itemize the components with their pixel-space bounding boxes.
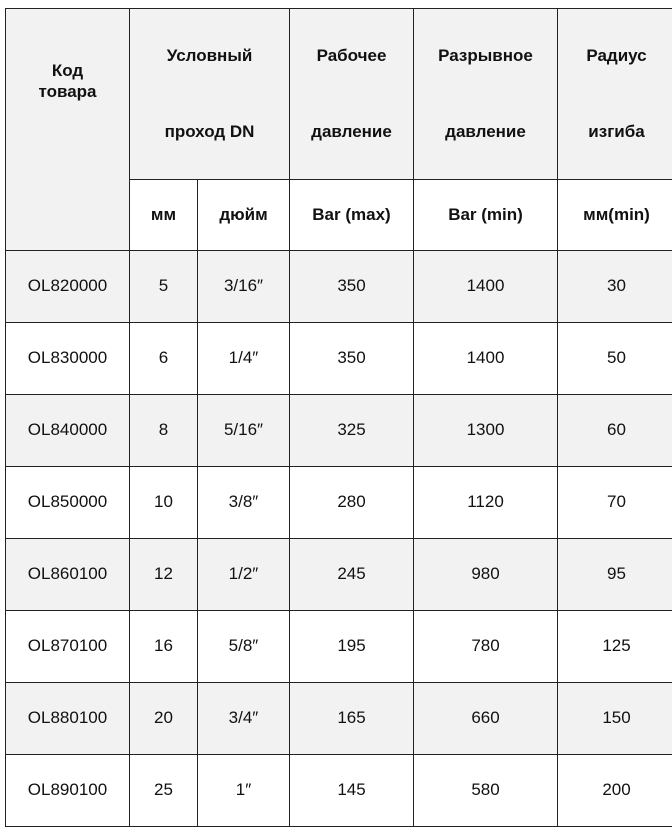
table-row xyxy=(6,467,672,539)
cell-inch: 3/16″ xyxy=(198,251,290,323)
cell-burst-pressure: 580 xyxy=(414,755,558,827)
unit-work-pressure: Bar (max) xyxy=(290,180,414,251)
table-row xyxy=(6,683,672,755)
header-radius-line1: Радиус xyxy=(586,46,647,65)
header-code-line1: Код xyxy=(51,60,84,80)
header-code-line2: товара xyxy=(38,81,97,101)
cell-work-pressure: 350 xyxy=(290,251,414,323)
cell-burst-pressure: 1400 xyxy=(414,323,558,395)
cell-bend-radius: 200 xyxy=(558,755,672,827)
cell-burst-pressure: 1120 xyxy=(414,467,558,539)
cell-mm: 5 xyxy=(130,251,198,323)
cell-mm: 12 xyxy=(130,539,198,611)
cell-work-pressure: 245 xyxy=(290,539,414,611)
cell-code: OL880100 xyxy=(6,683,130,755)
cell-mm: 20 xyxy=(130,683,198,755)
header-burst-line2: давление xyxy=(445,121,526,141)
header-radius-line2: изгиба xyxy=(588,121,645,141)
cell-code: OL820000 xyxy=(6,251,130,323)
header-work-pressure xyxy=(290,9,414,180)
cell-code: OL840000 xyxy=(6,395,130,467)
cell-burst-pressure: 780 xyxy=(414,611,558,683)
cell-inch: 5/8″ xyxy=(198,611,290,683)
cell-work-pressure: 165 xyxy=(290,683,414,755)
cell-mm: 10 xyxy=(130,467,198,539)
cell-burst-pressure: 1300 xyxy=(414,395,558,467)
header-work-line2: давление xyxy=(311,121,392,141)
cell-mm: 16 xyxy=(130,611,198,683)
header-dn-line1: Условный xyxy=(166,46,253,65)
cell-inch: 5/16″ xyxy=(198,395,290,467)
cell-code: OL870100 xyxy=(6,611,130,683)
unit-burst-pressure: Bar (min) xyxy=(414,180,558,251)
table-row xyxy=(6,251,672,323)
cell-mm: 6 xyxy=(130,323,198,395)
cell-work-pressure: 280 xyxy=(290,467,414,539)
unit-mm: мм xyxy=(130,180,198,251)
spec-table-wrapper xyxy=(5,8,672,827)
header-work-line1: Рабочее xyxy=(316,46,387,65)
header-code xyxy=(6,9,130,251)
cell-code: OL850000 xyxy=(6,467,130,539)
cell-burst-pressure: 660 xyxy=(414,683,558,755)
unit-bend-radius: мм(min) xyxy=(558,180,672,251)
cell-bend-radius: 30 xyxy=(558,251,672,323)
cell-burst-pressure: 980 xyxy=(414,539,558,611)
cell-mm: 25 xyxy=(130,755,198,827)
cell-inch: 1/4″ xyxy=(198,323,290,395)
cell-work-pressure: 350 xyxy=(290,323,414,395)
cell-mm: 8 xyxy=(130,395,198,467)
header-bend-radius xyxy=(558,9,672,180)
cell-burst-pressure: 1400 xyxy=(414,251,558,323)
hose-spec-table xyxy=(5,8,672,827)
cell-work-pressure: 195 xyxy=(290,611,414,683)
cell-inch: 3/4″ xyxy=(198,683,290,755)
cell-work-pressure: 325 xyxy=(290,395,414,467)
header-dn xyxy=(130,9,290,180)
table-row xyxy=(6,611,672,683)
header-row xyxy=(6,9,672,180)
header-dn-line2: проход DN xyxy=(164,121,255,141)
cell-work-pressure: 145 xyxy=(290,755,414,827)
cell-bend-radius: 60 xyxy=(558,395,672,467)
cell-code: OL830000 xyxy=(6,323,130,395)
cell-code: OL860100 xyxy=(6,539,130,611)
header-burst-pressure xyxy=(414,9,558,180)
cell-inch: 1/2″ xyxy=(198,539,290,611)
cell-bend-radius: 50 xyxy=(558,323,672,395)
unit-inch: дюйм xyxy=(198,180,290,251)
header-burst-line1: Разрывное xyxy=(438,46,533,65)
cell-bend-radius: 70 xyxy=(558,467,672,539)
cell-code: OL890100 xyxy=(6,755,130,827)
cell-bend-radius: 125 xyxy=(558,611,672,683)
cell-bend-radius: 150 xyxy=(558,683,672,755)
cell-inch: 1″ xyxy=(198,755,290,827)
cell-bend-radius: 95 xyxy=(558,539,672,611)
cell-inch: 3/8″ xyxy=(198,467,290,539)
table-row xyxy=(6,395,672,467)
table-row xyxy=(6,323,672,395)
table-row xyxy=(6,755,672,827)
table-row xyxy=(6,539,672,611)
